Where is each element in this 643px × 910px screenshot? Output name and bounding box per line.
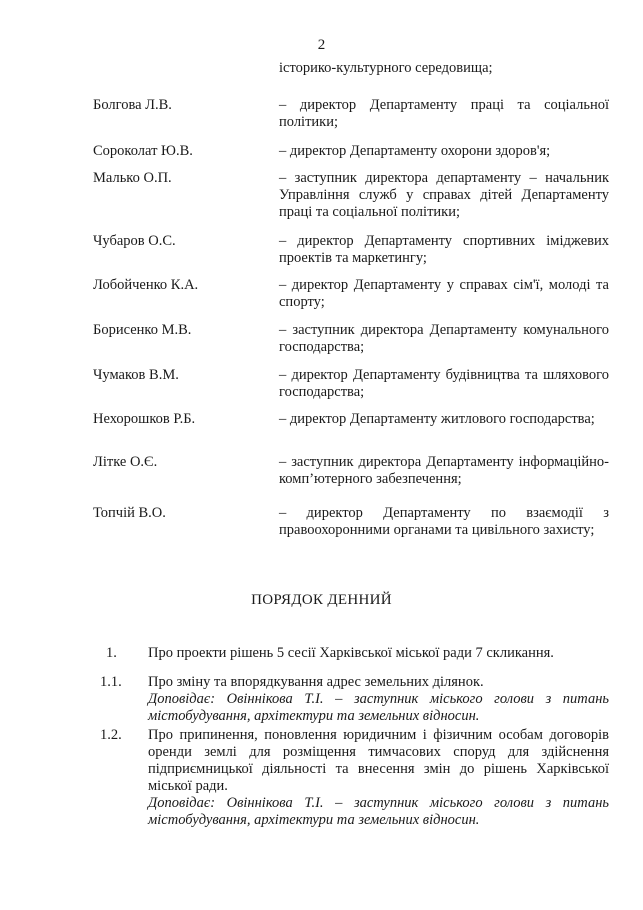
attendee-name: Чумаков В.М. (93, 367, 179, 383)
agenda-item-text: Про зміну та впорядкування адрес земельних ділянок. (148, 674, 484, 690)
attendee-name: Болгова Л.В. (93, 97, 172, 113)
attendee-role: – директор Департаменту житлового господарства; (279, 411, 595, 427)
agenda-item-speaker: Доповідає: Овіннікова Т.І. – заступник міського голови з питань містобудування, архітектури та земельних відносин. (148, 795, 609, 828)
agenda-item-number: 1. (106, 645, 117, 661)
attendee-name: Борисенко М.В. (93, 322, 192, 338)
agenda-item-body (148, 674, 609, 725)
attendee-name: Літке О.Є. (93, 454, 158, 470)
attendee-role: – директор Департаменту праці та соціальної політики; (279, 97, 609, 130)
attendee-name: Лобойченко К.А. (93, 277, 199, 293)
agenda-item-speaker: Доповідає: Овіннікова Т.І. – заступник міського голови з питань містобудування, архітектури та земельних відносин. (148, 691, 609, 724)
agenda-item-body (148, 645, 609, 662)
attendee-name: Нехорошков Р.Б. (93, 411, 196, 427)
page-number: 2 (317, 37, 326, 53)
agenda-item-number: 1.2. (100, 727, 122, 743)
attendee-role: – директор Департаменту будівництва та шляхового господарства; (279, 367, 609, 400)
continuation-text: історико-культурного середовища; (279, 60, 493, 76)
agenda-item-body (148, 727, 609, 829)
attendee-role: – директор Департаменту у справах сім'ї, молоді та спорту; (279, 277, 609, 310)
attendee-role: – директор Департаменту по взаємодії з правоохоронними органами та цивільного захисту; (279, 505, 609, 538)
attendee-name: Малько О.П. (93, 170, 172, 186)
agenda-item-text: Про проекти рішень 5 сесії Харківської міської ради 7 скликання. (148, 645, 554, 661)
attendee-role: – заступник директора Департаменту комунального господарства; (279, 322, 609, 355)
attendee-role: – заступник директора Департаменту інформаційно-комп’ютерного забезпечення; (279, 454, 609, 487)
agenda-item-text: Про припинення, поновлення юридичним і фізичним особам договорів оренди землі для розміщення тимчасових споруд для здійснення підприємницької діяльності та внесення змін до рішень Харківської міської ради. (148, 727, 609, 794)
attendee-role: – директор Департаменту охорони здоров'я; (279, 143, 551, 159)
attendee-name: Чубаров О.С. (93, 233, 176, 249)
agenda-title: ПОРЯДОК ДЕННИЙ (251, 592, 392, 608)
attendee-role: – директор Департаменту спортивних іміджевих проектів та маркетингу; (279, 233, 609, 266)
agenda-item-number: 1.1. (100, 674, 122, 690)
attendee-name: Сороколат Ю.В. (93, 143, 193, 159)
attendee-name: Топчій В.О. (93, 505, 166, 521)
attendee-role: – заступник директора департаменту – начальник Управління служб у справах дітей Департаменту праці та соціальної політики; (279, 170, 609, 220)
